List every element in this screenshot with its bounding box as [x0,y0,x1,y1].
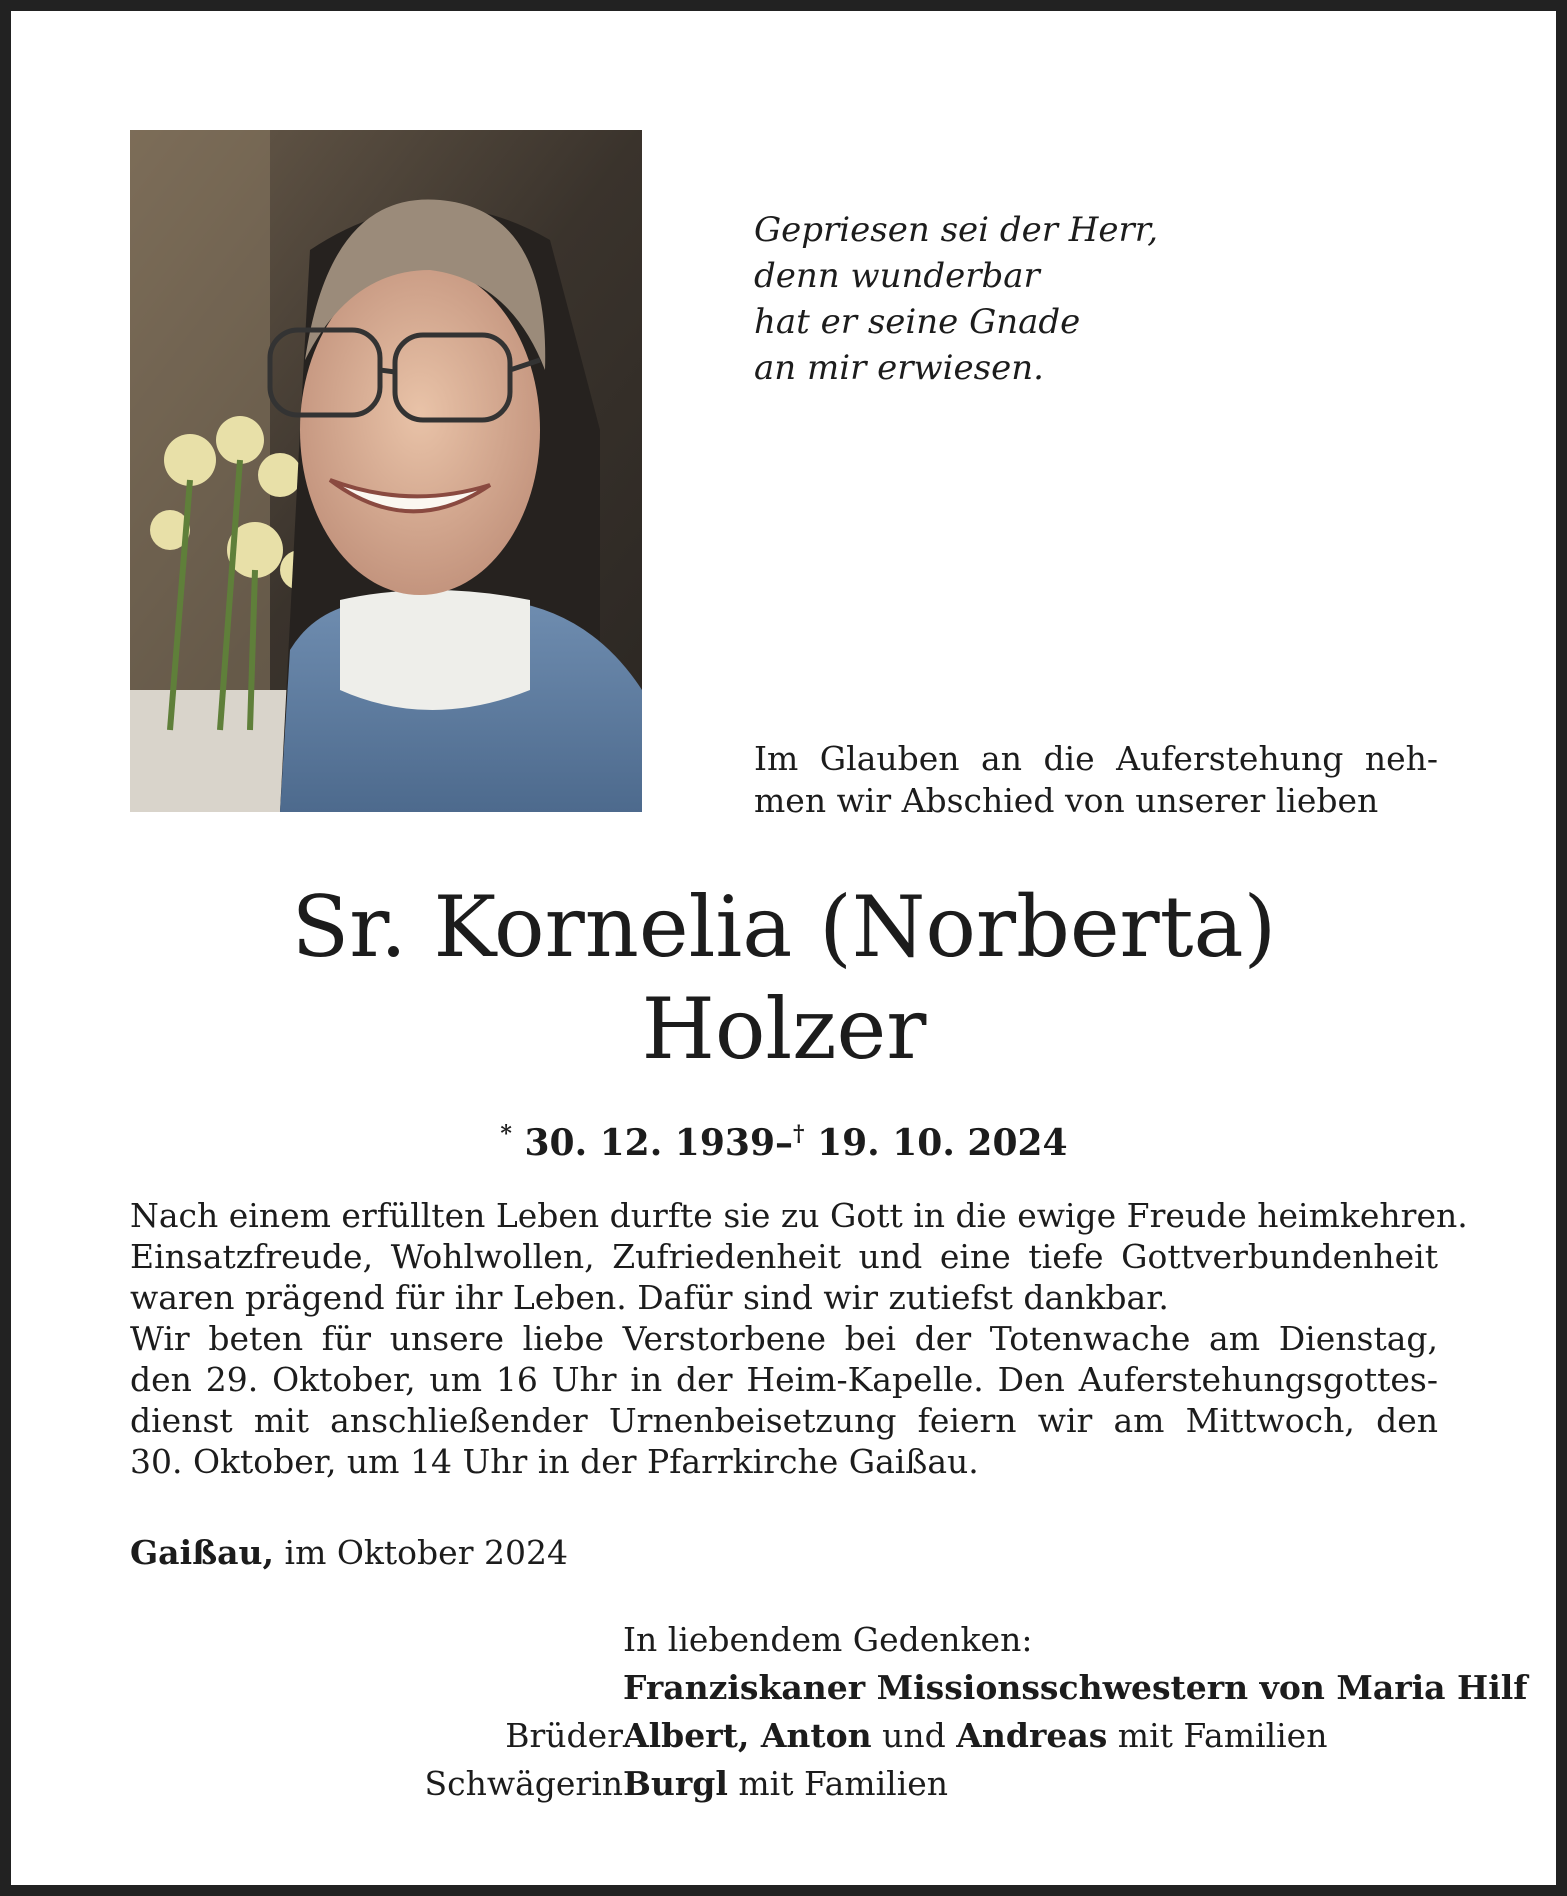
place-date [130,1532,568,1574]
sister-in-law-suffix: mit Familien [727,1764,949,1803]
intro-text [754,738,1438,822]
brothers-label: Brüder [505,1716,623,1755]
brothers-and: und [871,1716,957,1755]
bible-quote [754,207,1158,391]
sister-in-law-row [130,1762,1438,1806]
death-symbol: † [793,1121,805,1147]
brothers-suffix: mit Familien [1107,1716,1328,1755]
date-separator: – [775,1122,793,1164]
body-line: waren prägend für ihr Leben. Dafür sind wir zutiefst dankbar. [130,1278,1169,1317]
birth-date: 30. 12. 1939 [524,1122,775,1164]
body-line: den 29. Oktober, um 16 Uhr in der Heim-Kapelle. Den Auferstehungsgottes- [130,1360,1438,1399]
brothers-row [130,1714,1438,1758]
mourners-section [130,1618,1528,1810]
quote-line: Gepriesen sei der Herr, [754,210,1159,250]
deceased-name [130,876,1438,1080]
body-line: 30. Oktober, um 14 Uhr in der Pfarrkirche Gaißau. [130,1442,979,1481]
surname-line: Holzer [641,980,927,1078]
body-line: Wir beten für unsere liebe Verstorbene bei der Totenwache am Dienstag, [130,1319,1438,1358]
obituary-body [130,1195,1468,1482]
sister-in-law-label: Schwägerin [424,1764,623,1803]
intro-line: men wir Abschied von unserer lieben [754,781,1379,820]
body-line: Einsatzfreude, Wohlwollen, Zufriedenheit und eine tiefe Gottverbundenheit [130,1237,1438,1276]
death-date: 19. 10. 2024 [817,1122,1068,1164]
quote-line: hat er seine Gnade [754,302,1081,342]
portrait-illustration [130,130,642,812]
birth-symbol: * [500,1121,512,1147]
memory-heading: In liebendem Gedenken: [623,1620,1033,1659]
body-line: Nach einem erfüllten Leben durfte sie zu Gott in die ewige Freude heimkehren. [130,1196,1468,1235]
portrait-photo [130,130,642,812]
quote-line: an mir erwiesen. [754,348,1044,388]
quote-line: denn wunderbar [754,256,1040,296]
body-line: dienst mit anschließender Urnenbeisetzung feiern wir am Mittwoch, den [130,1401,1438,1440]
town-name: Gaißau, [130,1533,275,1572]
life-dates [130,1112,1438,1165]
name-line: Sr. Kornelia (Norberta) [291,878,1277,976]
sister-in-law-name: Burgl [623,1764,728,1803]
brother-last: Andreas [956,1716,1108,1755]
notice-date: im Oktober 2024 [274,1533,568,1572]
intro-line: Im Glauben an die Auferstehung neh- [754,739,1438,778]
brothers-names: Albert, Anton [623,1716,872,1755]
religious-order: Franziskaner Missionsschwestern von Maria Hilf [623,1668,1528,1707]
